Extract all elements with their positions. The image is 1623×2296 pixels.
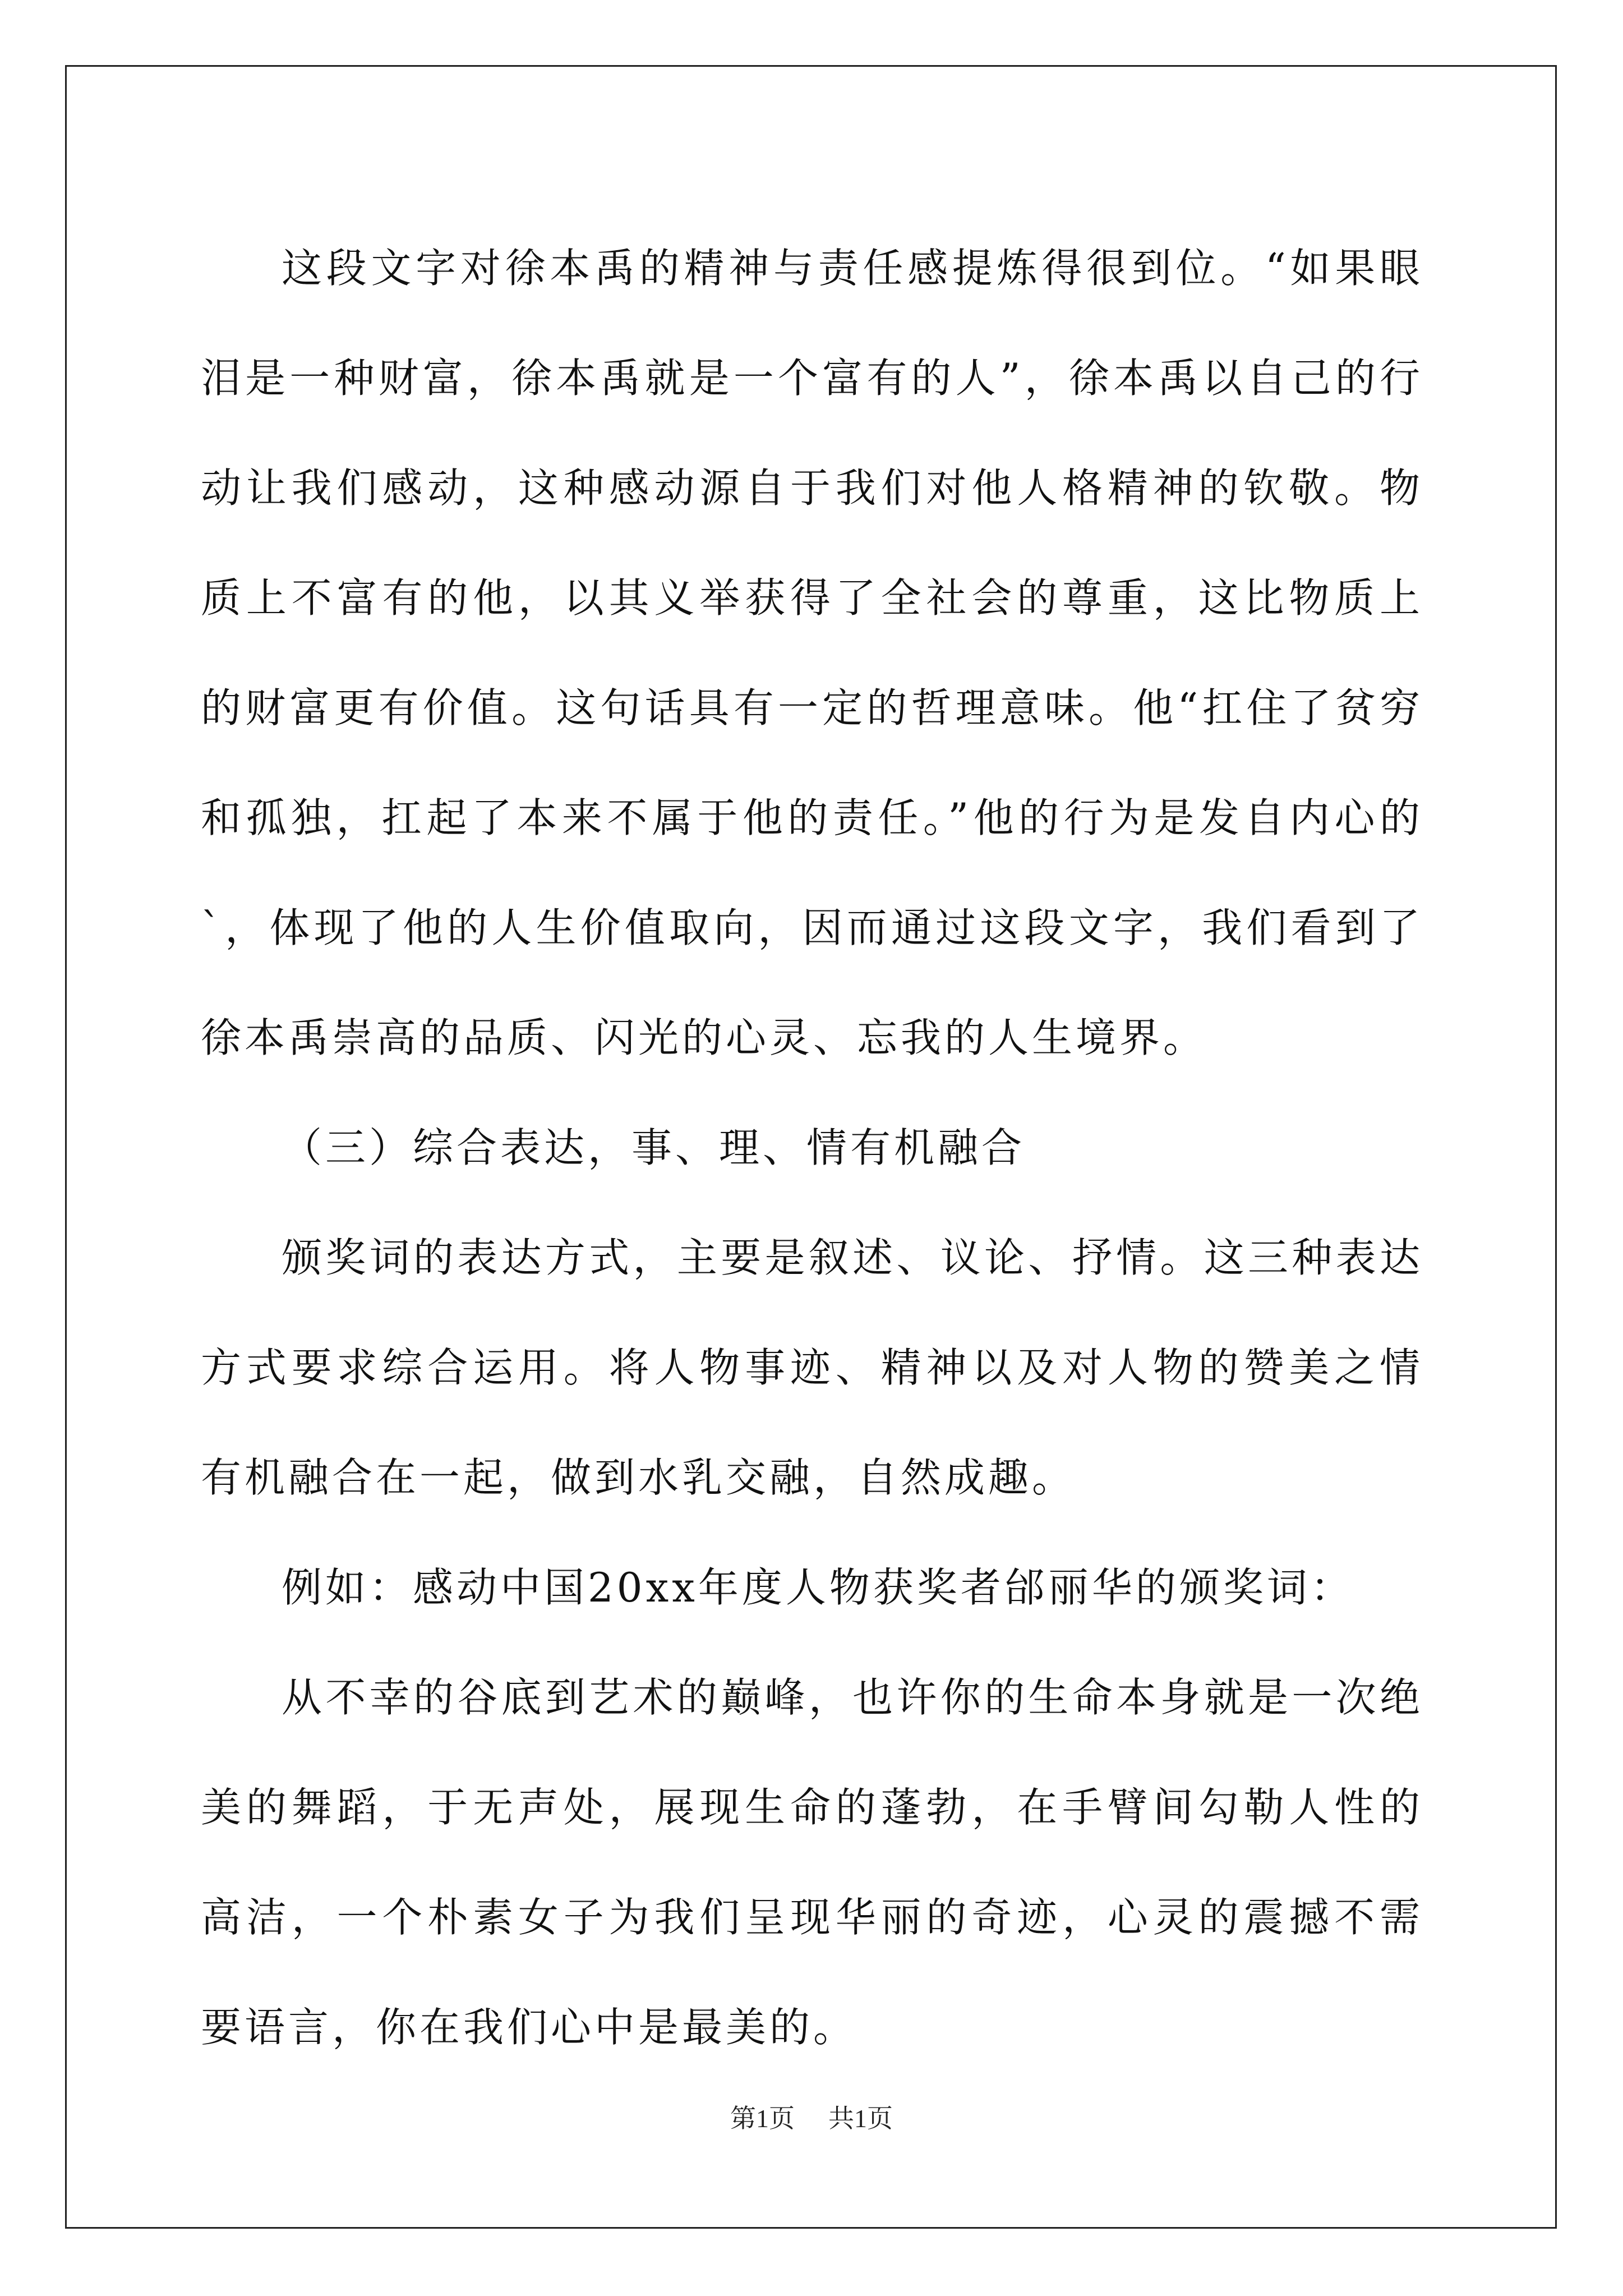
page-number: 第1页	[730, 2104, 795, 2133]
paragraph: 从不幸的谷底到艺术的巅峰，也许你的生命本身就是一次绝美的舞蹈，于无声处，展现生命的蓬勃，在手臂间勾勒人性的高洁，一个朴素女子为我们呈现华丽的奇迹，心灵的震撼不需要语言，你在我们心中是最美的。	[201, 1674, 1423, 2051]
page-footer	[0, 2098, 1623, 2135]
page-total: 共1页	[828, 2104, 893, 2133]
document-body	[201, 213, 1423, 2082]
paragraph: 这段文字对徐本禹的精神与责任感提炼得很到位。“如果眼泪是一种财富，徐本禹就是一个富有的人”，徐本禹以自己的行动让我们感动，这种感动源自于我们对他人格精神的钦敬。物质上不富有的他，以其义举获得了全社会的尊重，这比物质上的财富更有价值。这句话具有一定的哲理意味。他“扛住了贫穷和孤独，扛起了本来不属于他的责任。”他的行为是发自内心的`，体现了他的人生价值取向，因而通过这段文字，我们看到了徐本禹崇高的品质、闪光的心灵、忘我的人生境界。	[201, 245, 1423, 1061]
paragraph: 颁奖词的表达方式，主要是叙述、议论、抒情。这三种表达方式要求综合运用。将人物事迹、精神以及对人物的赞美之情有机融合在一起，做到水乳交融，自然成趣。	[201, 1234, 1423, 1501]
section-heading: （三）综合表达，事、理、情有机融合	[282, 1124, 1026, 1171]
paragraph: 例如：感动中国20xx年度人物获奖者邰丽华的颁奖词：	[282, 1564, 1354, 1611]
